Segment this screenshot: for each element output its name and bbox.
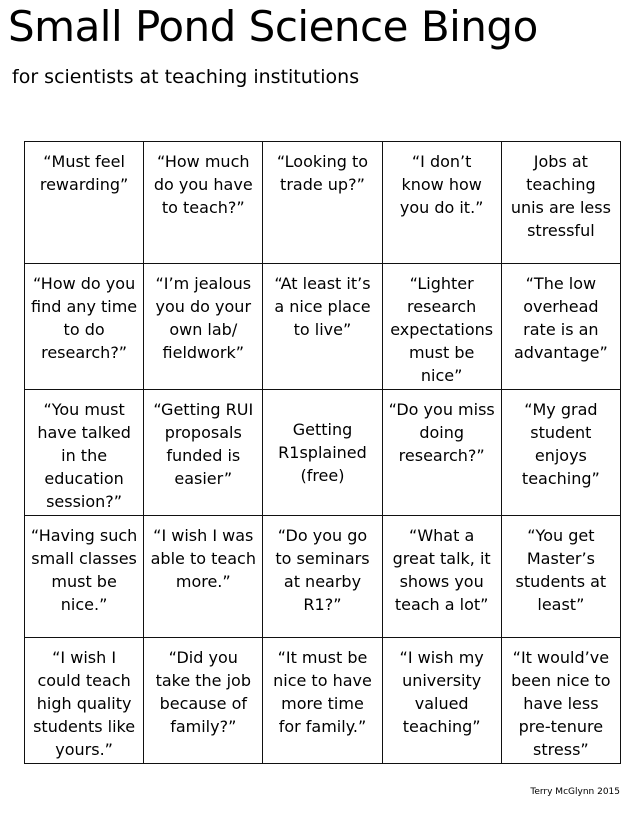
bingo-row-5 <box>25 637 621 763</box>
bingo-cell: “How do you find any time to do research?” <box>25 263 144 389</box>
bingo-cell: “Must feel rewarding” <box>25 142 144 264</box>
bingo-row-4 <box>25 515 621 637</box>
bingo-cell: “I wish I was able to teach more.” <box>144 515 263 637</box>
bingo-cell: “Lighter research expectations must be nice” <box>382 263 501 389</box>
bingo-cell: “You must have talked in the education session?” <box>25 389 144 515</box>
author-credit: Terry McGlynn 2015 <box>530 787 620 797</box>
bingo-cell: “It must be nice to have more time for family.” <box>263 637 382 763</box>
bingo-cell: “What a great talk, it shows you teach a lot” <box>382 515 501 637</box>
bingo-free-cell: Getting R1splained (free) <box>263 389 382 515</box>
page-title: Small Pond Science Bingo <box>8 2 538 51</box>
bingo-cell: “Do you go to seminars at nearby R1?” <box>263 515 382 637</box>
bingo-cell: “I wish my university valued teaching” <box>382 637 501 763</box>
bingo-cell: “Looking to trade up?” <box>263 142 382 264</box>
bingo-cell: “I don’t know how you do it.” <box>382 142 501 264</box>
bingo-cell: “Did you take the job because of family?” <box>144 637 263 763</box>
bingo-cell: “I’m jealous you do your own lab/ fieldwork” <box>144 263 263 389</box>
bingo-cell: “I wish I could teach high quality students like yours.” <box>25 637 144 763</box>
bingo-cell: “You get Master’s students at least” <box>501 515 620 637</box>
bingo-grid <box>24 141 621 764</box>
page-subtitle: for scientists at teaching institutions <box>12 66 360 88</box>
bingo-row-2 <box>25 263 621 389</box>
bingo-cell: “It would’ve been nice to have less pre-tenure stress” <box>501 637 620 763</box>
bingo-cell: “Having such small classes must be nice.” <box>25 515 144 637</box>
bingo-cell: “Do you miss doing research?” <box>382 389 501 515</box>
bingo-cell: “How much do you have to teach?” <box>144 142 263 264</box>
bingo-cell: “The low overhead rate is an advantage” <box>501 263 620 389</box>
bingo-cell: “At least it’s a nice place to live” <box>263 263 382 389</box>
bingo-cell: “Getting RUI proposals funded is easier” <box>144 389 263 515</box>
bingo-cell: “My grad student enjoys teaching” <box>501 389 620 515</box>
bingo-cell: Jobs at teaching unis are less stressful <box>501 142 620 264</box>
bingo-row-3 <box>25 389 621 515</box>
bingo-row-1 <box>25 142 621 264</box>
